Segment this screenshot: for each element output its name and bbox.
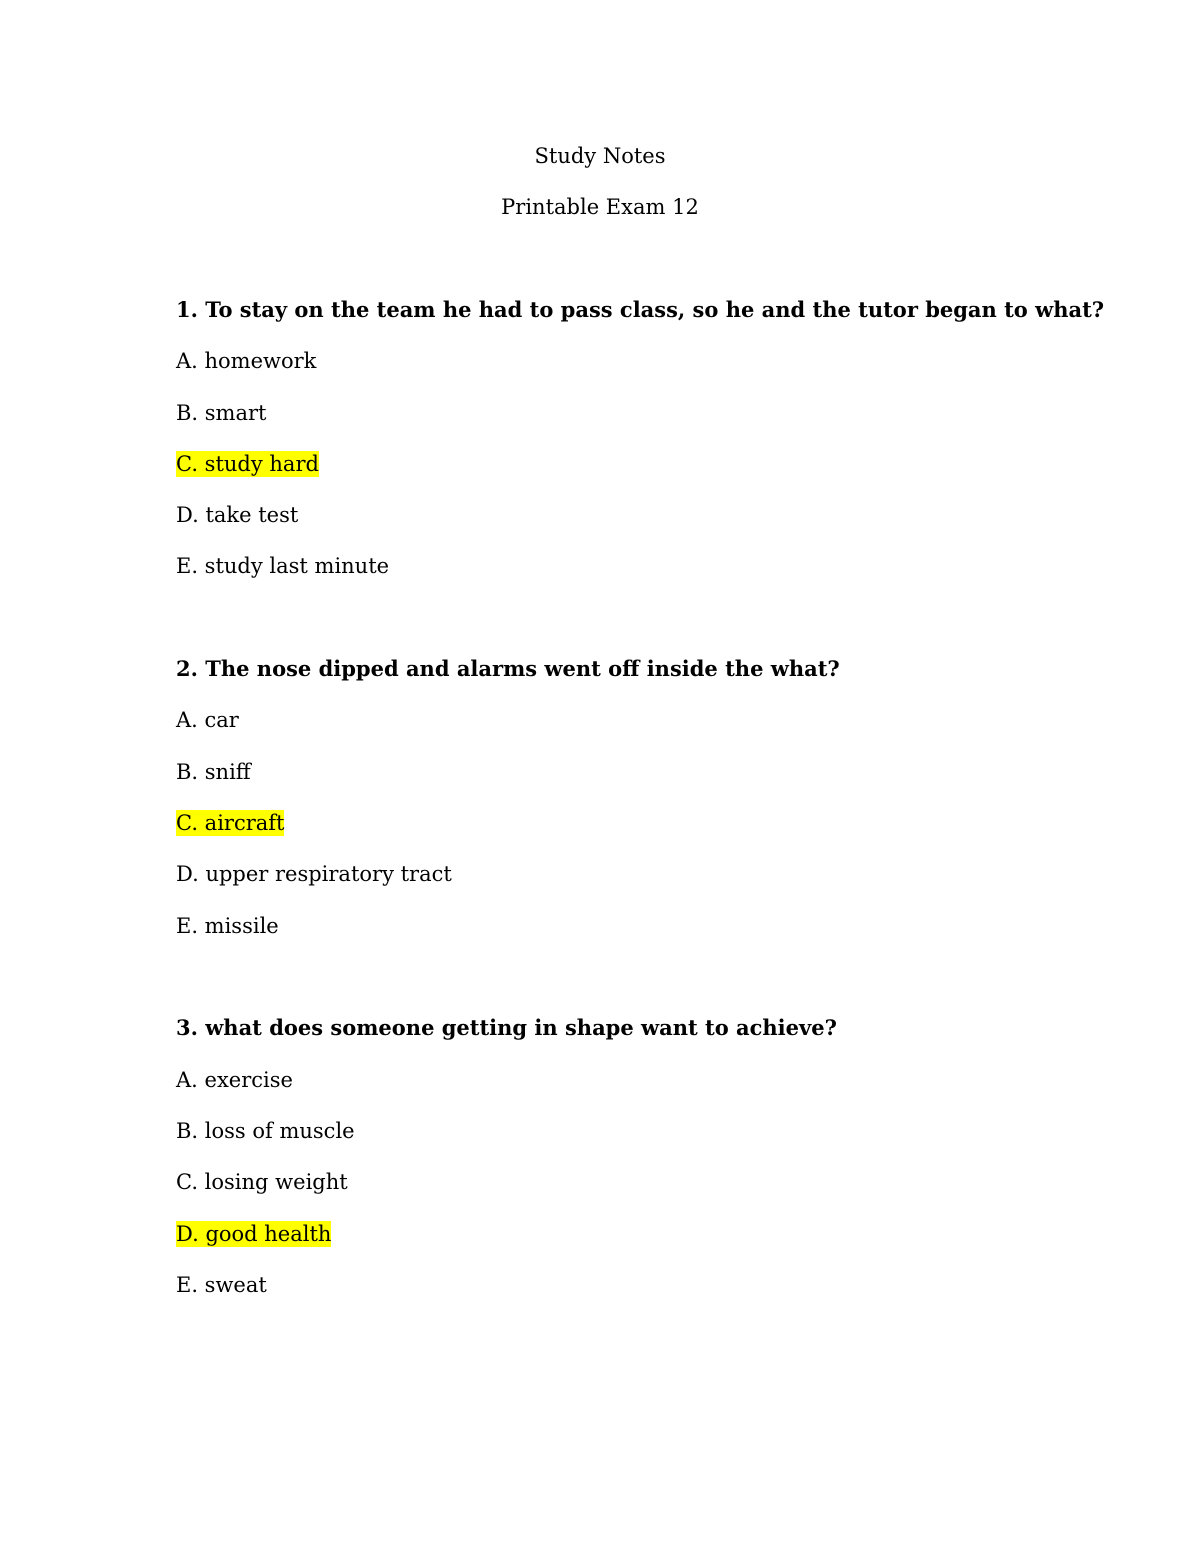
question-3: 3. what does someone getting in shape want to achieve? <box>176 1015 837 1040</box>
question-1-option-c-highlighted-answer: C. study hard <box>176 452 319 476</box>
question-3-option-c: C. losing weight <box>176 1170 348 1194</box>
question-3-option-d-highlighted-answer: D. good health <box>176 1222 332 1246</box>
question-2-option-e: E. missile <box>176 914 279 938</box>
question-2-option-c-highlighted-answer: C. aircraft <box>176 811 285 835</box>
question-1-option-d: D. take test <box>176 503 299 527</box>
question-1: 1. To stay on the team he had to pass class, so he and the tutor began to what? <box>176 297 1105 322</box>
document-subtitle: Printable Exam 12 <box>501 195 699 219</box>
question-1-option-a: A. homework <box>176 349 317 373</box>
question-2-option-a: A. car <box>176 708 239 732</box>
document-title: Study Notes <box>534 144 666 168</box>
question-2: 2. The nose dipped and alarms went off inside the what? <box>176 656 840 681</box>
question-3-option-b: B. loss of muscle <box>176 1119 355 1143</box>
question-2-option-b: B. sniff <box>176 760 251 784</box>
question-1-option-b: B. smart <box>176 401 267 425</box>
question-2-option-d: D. upper respiratory tract <box>176 862 452 886</box>
question-1-option-e: E. study last minute <box>176 554 390 578</box>
question-3-option-e: E. sweat <box>176 1273 267 1297</box>
question-3-option-a: A. exercise <box>176 1068 293 1092</box>
